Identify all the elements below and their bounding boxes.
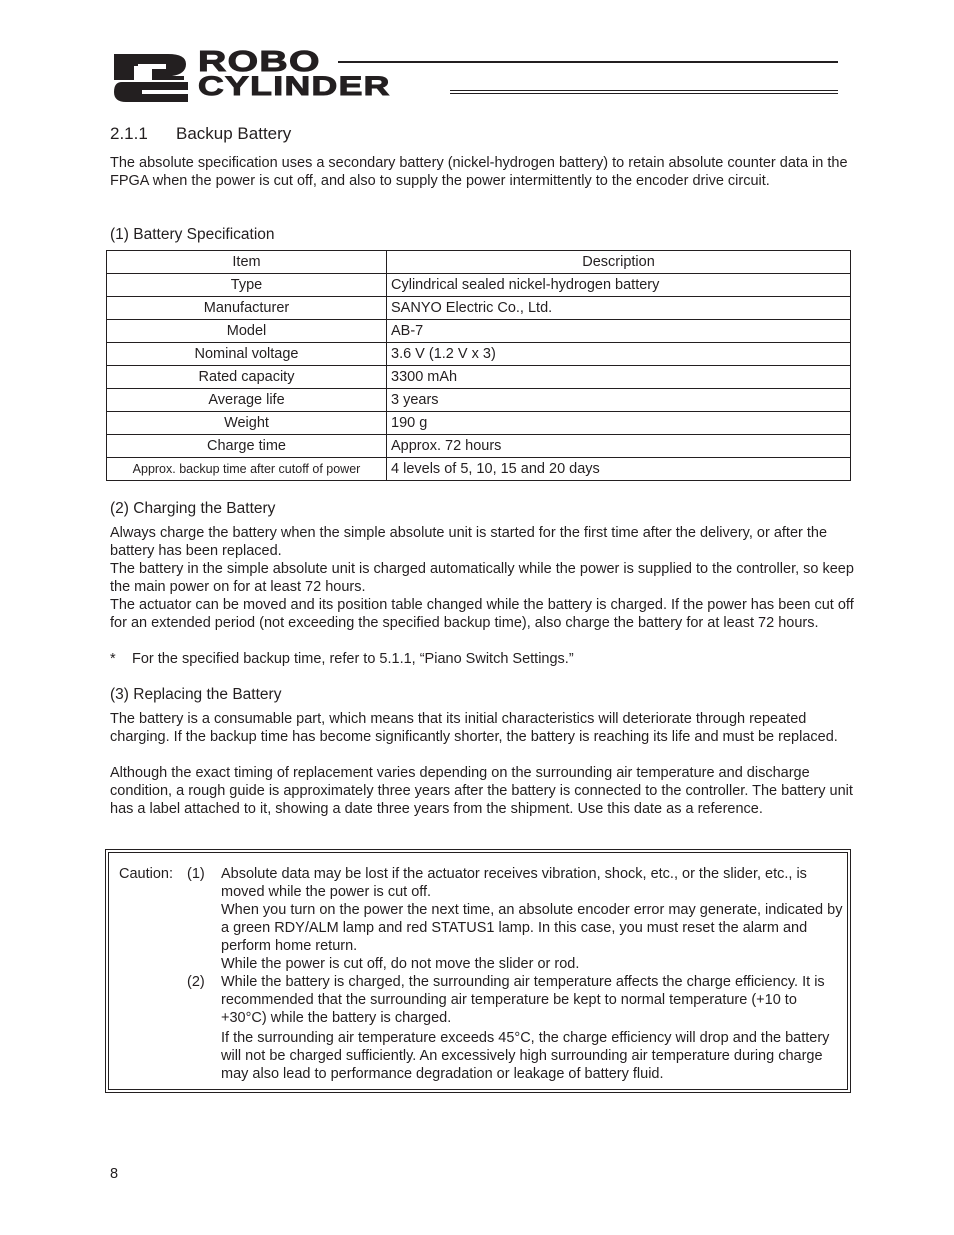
spec-item-cell: Approx. backup time after cutoff of power bbox=[107, 458, 387, 481]
header-rule-bottom-1 bbox=[450, 90, 838, 91]
section-title: Backup Battery bbox=[176, 124, 292, 143]
table-header-row bbox=[107, 251, 851, 274]
table-row bbox=[107, 412, 851, 435]
page-number: 8 bbox=[110, 1166, 119, 1182]
spec-description-cell: 3300 mAh bbox=[387, 366, 851, 389]
caution-item-2-text-a: While the battery is charged, the surrounding air temperature affects the charge efficiency. It is recommended that the surrounding air temperature be kept to normal temperature (+10 to +30°C) while the battery is charged. bbox=[221, 974, 825, 1026]
section-heading bbox=[110, 124, 291, 144]
spec-description-cell: 4 levels of 5, 10, 15 and 20 days bbox=[387, 458, 851, 481]
battery-spec-table bbox=[106, 250, 851, 481]
table-row bbox=[107, 297, 851, 320]
caution-item-1-number: (1) bbox=[187, 866, 205, 882]
spec-item-cell: Nominal voltage bbox=[107, 343, 387, 366]
rc-logo-mark-icon bbox=[112, 52, 190, 102]
replacing-heading: (3) Replacing the Battery bbox=[110, 686, 282, 703]
table-row bbox=[107, 366, 851, 389]
replacing-paragraph-2: Although the exact timing of replacement varies depending on the surrounding air temperature and discharge condition, a rough guide is approximately three years after the battery is connected to the controller. The battery unit has a label attached to it, showing a date three years from the shipment. Use this date as a reference. bbox=[110, 765, 853, 817]
spec-item-cell: Model bbox=[107, 320, 387, 343]
table-row bbox=[107, 320, 851, 343]
charging-paragraph-2: The battery in the simple absolute unit is charged automatically while the power is supplied to the controller, so keep the main power on for at least 72 hours. bbox=[110, 561, 854, 595]
spec-description-cell: Cylindrical sealed nickel-hydrogen battery bbox=[387, 274, 851, 297]
spec-description-cell: SANYO Electric Co., Ltd. bbox=[387, 297, 851, 320]
section-number: 2.1.1 bbox=[110, 124, 148, 143]
header-rule-top bbox=[338, 61, 838, 63]
table-row bbox=[107, 343, 851, 366]
spec-description-cell: Approx. 72 hours bbox=[387, 435, 851, 458]
spec-item-cell: Average life bbox=[107, 389, 387, 412]
caution-label: Caution: bbox=[119, 866, 174, 882]
table-row bbox=[107, 435, 851, 458]
charging-heading: (2) Charging the Battery bbox=[110, 500, 276, 517]
caution-box bbox=[108, 852, 848, 1090]
spec-description-cell: AB-7 bbox=[387, 320, 851, 343]
column-header-description: Description bbox=[387, 251, 851, 274]
spec-item-cell: Charge time bbox=[107, 435, 387, 458]
table-row bbox=[107, 274, 851, 297]
logo-text-cylinder: CYLINDER bbox=[198, 71, 391, 101]
charging-paragraph-1: Always charge the battery when the simple absolute unit is started for the first time after the delivery, or after the battery has been replaced. bbox=[110, 525, 828, 559]
spec-item-cell: Rated capacity bbox=[107, 366, 387, 389]
header-rule-bottom-2 bbox=[450, 93, 838, 94]
note-asterisk: * bbox=[110, 651, 116, 667]
spec-description-cell: 3.6 V (1.2 V x 3) bbox=[387, 343, 851, 366]
caution-item-2-number: (2) bbox=[187, 974, 205, 990]
spec-description-cell: 190 g bbox=[387, 412, 851, 435]
caution-item-2-text-b: If the surrounding air temperature exceeds 45°C, the charge efficiency will drop and the battery will not be charged sufficiently. An excessively high surrounding air temperature during charge may also lead to performance degradation or leakage of battery fluid. bbox=[221, 1030, 830, 1082]
spec-item-cell: Manufacturer bbox=[107, 297, 387, 320]
logo-text-robo: ROBO bbox=[198, 46, 321, 78]
column-header-item: Item bbox=[107, 251, 387, 274]
caution-item-1-text-a: Absolute data may be lost if the actuator receives vibration, shock, etc., or the slider, etc., is moved while the power is cut off. bbox=[221, 866, 807, 900]
charging-paragraph-3: The actuator can be moved and its position table changed while the battery is charged. If the power has been cut off for an extended period (not exceeding the specified backup time), also charge the battery for at least 72 hours. bbox=[110, 597, 854, 631]
spec-heading: (1) Battery Specification bbox=[110, 226, 275, 243]
table-row bbox=[107, 458, 851, 481]
spec-item-cell: Weight bbox=[107, 412, 387, 435]
table-row bbox=[107, 389, 851, 412]
charging-note bbox=[110, 650, 855, 668]
section-intro: The absolute specification uses a secondary battery (nickel-hydrogen battery) to retain absolute counter data in the FPGA when the power is cut off, and also to supply the power intermittently to the encoder drive circuit. bbox=[110, 155, 848, 189]
note-text: For the specified backup time, refer to 5.1.1, “Piano Switch Settings.” bbox=[132, 651, 574, 667]
spec-item-cell: Type bbox=[107, 274, 387, 297]
caution-item-1-text-b: When you turn on the power the next time, an absolute encoder error may generate, indicated by a green RDY/ALM lamp and red STATUS1 lamp. In this case, you must reset the alarm and perform home return. bbox=[221, 902, 843, 954]
replacing-paragraph-1: The battery is a consumable part, which means that its initial characteristics will deteriorate through repeated charging. If the backup time has become significantly shorter, the battery is reaching its life and must be replaced. bbox=[110, 711, 838, 745]
robo-cylinder-logo bbox=[112, 46, 842, 108]
caution-item-1-text-c: While the power is cut off, do not move the slider or rod. bbox=[221, 956, 580, 972]
spec-description-cell: 3 years bbox=[387, 389, 851, 412]
